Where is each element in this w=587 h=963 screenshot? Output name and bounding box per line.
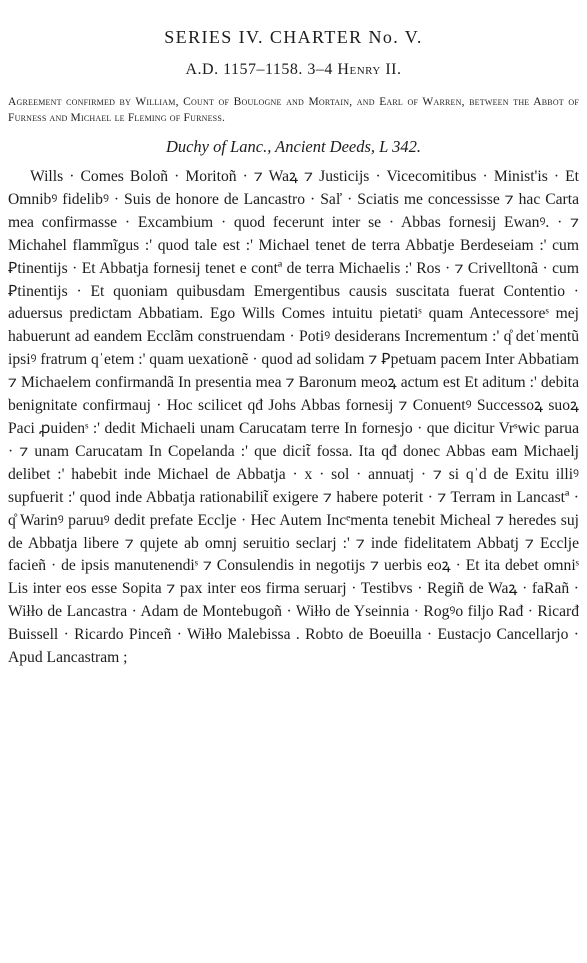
charter-text: Wills · Comes Boloñ · Moritoñ · ⁊ Waꝝ ⁊ Justicijs · Vicecomitibus · Minist'is · Et Omnibꝰ fidelibꝰ · Suis de honore de Lancastro · Saľ · Sciatis me concessisse ⁊ hac Carta mea confirmasse · Excambium · quod fecerunt inter se · Abbas fornesij Ewanꝰ. · ⁊ Michahel flammĩgus :' quod tale est :' Michael tenet de terra Abbatje Berdeseiam :' cum Ꝑtinentijs · Et Abbatja fornesij tenet e contª de terra Michaelis :' Ros · ⁊ Crivelltonã · cum Ꝑtinentijs · Et quoniam quibusdam Emergentibus causis suscitata fuerat Contentio · aduersus predictam Abbatiam. Ego Wills Comes intuitu pietatiˢ quam Antecessoreˢ mej habuerunt ad eandem Ecclãm construendam · Potiꝰ desiderans Incrementum :' q̊ detˈmentũ ipsiꝰ fratrum qˈetem :' quam uexationẽ · quod ad solidam ⁊ Ꝑpetuam pacem Inter Abbatiam ⁊ Michaelem confirmandã In presentia mea ⁊ Baronum meoꝝ actum est Et aditum :' debita benignitate confirmauj · Hoc scilicet qđ Johs Abbas fornesij ⁊ Conuentꝰ Successoꝝ suoꝝ Paci ꝓuidenˢ :' dedit Michaeli unam Carucatam terre In fornesjo · que dicitur Vrˢwic parua · ⁊ unam Carucatam In Copelanda :' que dicit̃ fossa. Ita qđ donec Abbas eam Michaelj delibet :' habebit inde Michael de Abbatja · x · sol · annuatj · ⁊ si qˈd de Exitu illiꝰ supfuerit :' quod inde Abbatja rationabilit̃ exigere ⁊ habere poterit · ⁊ Terram in Lancastª · q̊ Warinꝰ paruuꝰ dedit prefate Ecclje · Hec Autem Incᵉmenta tenebit Micheal ⁊ heredes suj de Abbatja libere ⁊ qujete ab omnj seruitio seclarj :' ⁊ inde fidelitatem Abbatj ⁊ Ecclje facieñ · de ipsis manutenendiˢ ⁊ Consulendis in negotijs ⁊ uerbis eoꝝ · Et ita debet omniˢ Lis inter eos esse Sopita ⁊ pax inter eos firma seruarj · Testibvs · Regiñ de Waꝝ · faRañ · Wiłło de Lancastra · Adam de Montebugoñ · Wiłło de Yseinnia · Rogꝰo filjo Rađ · Ricarđ Buissell · Ricardo Pinceñ · Wiłło Malebissa . Robto de Boeuilla · Eustacjo Cancellarjo · Apud Lancastram ; xyxy=(8,168,580,667)
series-heading: SERIES IV. CHARTER No. V. xyxy=(164,27,423,47)
source-reference: Duchy of Lanc., Ancient Deeds, L 342. xyxy=(165,137,422,156)
date-heading: A.D. 1157–1158. 3–4 Henry II. xyxy=(185,61,402,78)
charter-summary: Agreement confirmed by William, Count of Boulogne and Mortain, and Earl of Warren, between the Abbot of Furness and Michael le Fleming of Furness. xyxy=(8,96,579,124)
